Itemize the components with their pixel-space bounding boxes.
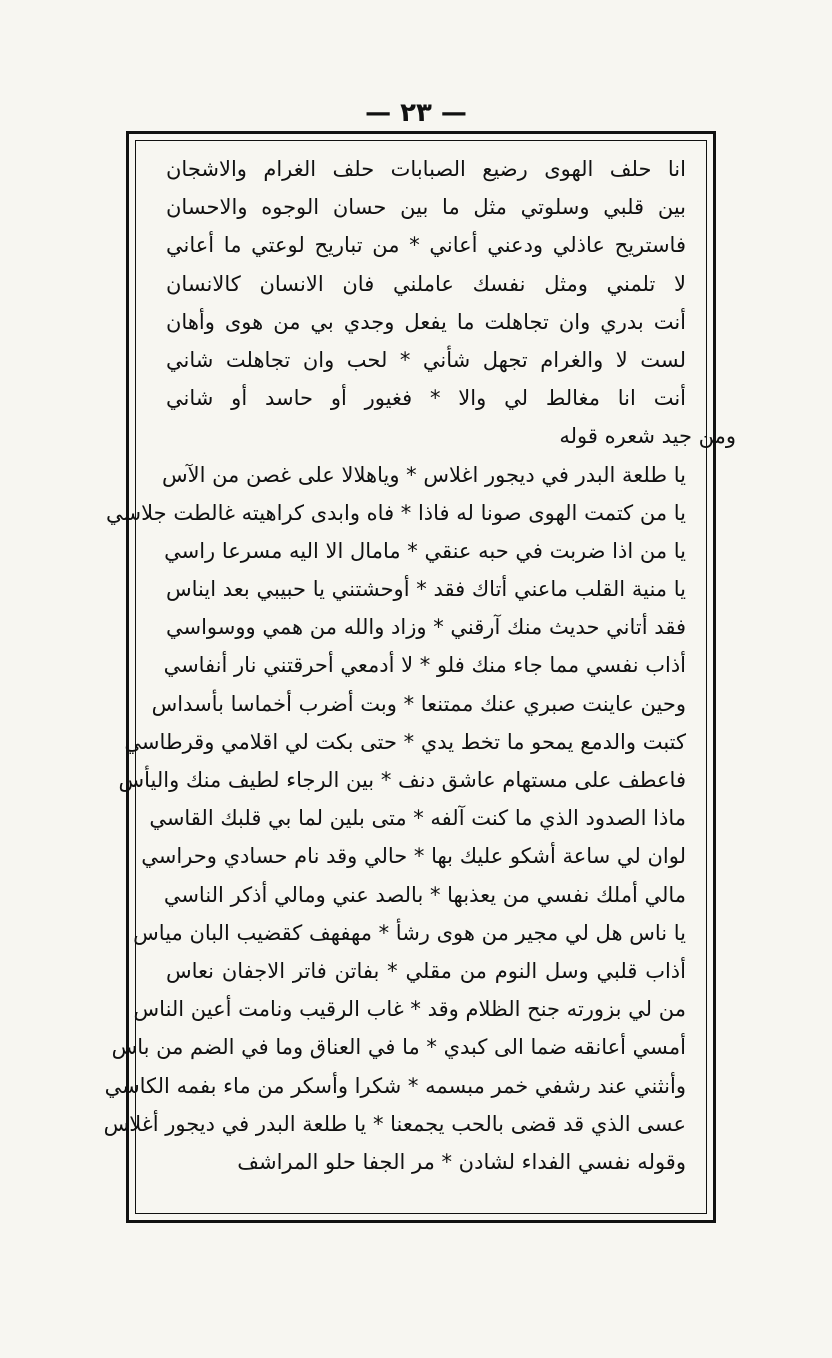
poem-verse-line: يا من كتمت الهوى صونا له فاذا * فاه وابدى كراهيته غالطت جلاسي: [106, 500, 686, 525]
poem-verse-line: فاعطف على مستهام عاشق دنف * بين الرجاء لطيف منك واليأس: [118, 768, 686, 792]
poem-verse-line: أذاب قلبي وسل النوم من مقلي * بفاتن فاتر الاجفان نعاس: [166, 958, 686, 983]
intro-verse-line: لست لا والغرام تجهل شأني * لحب وان تجاهلت شاني: [166, 347, 686, 372]
intro-verse-line: فاستريح عاذلي ودعني أعاني * من تباريح لوعتي ما أعاني: [166, 233, 686, 258]
poem-verse-line: وأنثني عند رشفي خمر مبسمه * شكرا وأسكر من ماء بفمه الكاسي: [104, 1073, 686, 1098]
intro-verse-line: بين قلبي وسلوتي مثل ما بين حسان الوجوه والاحسان: [166, 195, 686, 220]
intro-verse-line: انا حلف الهوى رضيع الصبابات حلف الغرام والاشجان: [166, 157, 686, 181]
poem-verse-line: مالي أملك نفسي من يعذبها * بالصد عني ومالي أذكر الناسي: [163, 882, 686, 907]
poem-verse-line: يا طلعة البدر في ديجور اغلاس * وياهلالا على غصن من الآس: [161, 462, 686, 487]
poem-verse-line: أمسي أعانقه ضما الى كبدي * ما في العناق وما في الضم من باس: [111, 1035, 686, 1060]
poem-verse-line: أذاب نفسي مما جاء منك فلو * لا أدمعي أحرقتني نار أنفاسي: [163, 653, 686, 678]
intro-verse-line: لا تلمني ومثل نفسك عاملني فان الانسان كالانسان: [166, 271, 686, 296]
poem-verse-line: لوان لي ساعة أشكو عليك بها * حالي وقد نام حسادي وحراسي: [141, 844, 686, 869]
section-heading: ومن جيد شعره قوله: [559, 424, 736, 449]
poem-verse-line: يا من اذا ضربت في حبه عنقي * مامال الا اليه مسرعا راسي: [164, 538, 686, 563]
intro-verse-line: أنت بدري وان تجاهلت ما يفعل وجدي بي من هوى وأهان: [166, 309, 686, 334]
poem-verse-line: ماذا الصدود الذي ما كنت آلفه * متى بلين لما بي قلبك القاسي: [149, 806, 686, 831]
poem-verse-line: من لي بزورته جنح الظلام وقد * غاب الرقيب ونامت أعين الناس: [133, 997, 686, 1022]
intro-verse-line: أنت انا مغالط لي والا * فغيور أو حاسد أو شاني: [166, 386, 686, 411]
closing-line: وقوله نفسي الفداء لشادن * مر الجفا حلو المراشف: [237, 1149, 686, 1174]
poem-verse-line: وحين عاينت صبري عنك ممتنعا * وبت أضرب أخماسا بأسداس: [151, 691, 686, 716]
poem-verse-line: عسى الذي قد قضى بالحب يجمعنا * يا طلعة البدر في ديجور أغلاس: [103, 1111, 686, 1136]
poem-verse-line: يا ناس هل لي مجير من هوى رشأ * مهفهف كقضيب البان مياس: [133, 920, 686, 945]
poem-verse-line: فقد أتاني حديث منك آرقني * وزاد والله من همي ووسواسي: [166, 615, 686, 640]
poem-text-block: [103, 150, 736, 1181]
page-number: — ٢٣ —: [365, 98, 467, 128]
poem-verse-line: كتبت والدمع يمحو ما تخط يدي * حتى بكت لي اقلامي وقرطاسي: [124, 729, 686, 754]
poem-verse-line: يا منية القلب ماعني أتاك فقد * أوحشتني يا حبيبي بعد ايناس: [166, 577, 686, 602]
